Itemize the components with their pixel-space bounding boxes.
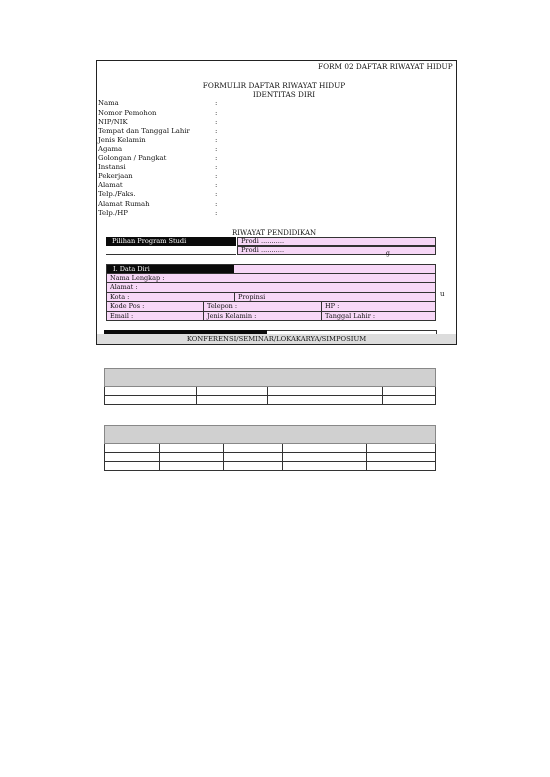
field-value-agama[interactable]: : xyxy=(215,145,218,153)
field-value-nomor-pemohon[interactable]: : xyxy=(215,109,218,117)
kota-field[interactable]: Kota : xyxy=(110,292,130,301)
nama-lengkap-label: Nama Lengkap : xyxy=(110,273,165,282)
data-diri-heading: I. Data Diri xyxy=(107,265,234,273)
field-label-agama: Agama xyxy=(98,145,123,153)
field-label-golongan: Golongan / Pangkat xyxy=(98,154,167,162)
field-label-alamat-rumah: Alamat Rumah xyxy=(98,200,150,208)
data-diri-header-row xyxy=(106,264,436,274)
field-value-telp-faks[interactable]: : xyxy=(215,190,218,198)
column-divider xyxy=(267,387,268,395)
program-blank xyxy=(106,246,236,255)
column-divider xyxy=(382,387,383,395)
table-2-header xyxy=(104,425,436,444)
section-rule xyxy=(267,330,436,331)
table-row[interactable] xyxy=(104,462,436,471)
kota-row xyxy=(106,293,436,303)
table-row[interactable] xyxy=(104,396,436,405)
hp-field[interactable]: HP : xyxy=(321,302,339,311)
prodi-field-1[interactable]: Prodi ........... xyxy=(237,237,436,246)
column-divider xyxy=(282,453,283,461)
column-divider xyxy=(159,462,160,470)
field-value-jenis-kelamin[interactable]: : xyxy=(215,136,218,144)
field-value-golongan[interactable]: : xyxy=(215,154,218,162)
field-value-alamat-rumah[interactable]: : xyxy=(215,200,218,208)
field-label-nama: Nama xyxy=(98,99,119,107)
column-divider xyxy=(159,444,160,452)
table-row[interactable] xyxy=(104,453,436,462)
alamat-label: Alamat : xyxy=(110,283,138,291)
telepon-field[interactable]: Telepon : xyxy=(203,302,237,311)
field-value-pekerjaan[interactable]: : xyxy=(215,172,218,180)
column-divider xyxy=(223,462,224,470)
data-diri-header-fill xyxy=(234,265,435,273)
column-divider xyxy=(223,444,224,452)
field-value-telp-hp[interactable]: : xyxy=(215,209,218,217)
column-divider xyxy=(282,462,283,470)
email-row xyxy=(106,312,436,322)
empty-table-1 xyxy=(104,368,436,405)
program-label: Pilihan Program Studi xyxy=(106,237,236,246)
tanggal-lahir-field[interactable]: Tanggal Lahir : xyxy=(321,312,375,321)
field-label-instansi: Instansi xyxy=(98,163,126,171)
email-field[interactable]: Email : xyxy=(110,311,134,320)
conference-title-bar: KONFERENSI/SEMINAR/LOKAKARYA/SIMPOSIUM xyxy=(97,334,456,344)
education-title: RIWAYAT PENDIDIKAN xyxy=(232,229,317,237)
column-divider xyxy=(282,444,283,452)
column-divider xyxy=(366,453,367,461)
field-label-alamat: Alamat xyxy=(98,181,123,189)
jenis-kelamin-field[interactable]: Jenis Kelamin : xyxy=(203,312,256,321)
field-label-tempat-tanggal-lahir: Tempat dan Tanggal Lahir xyxy=(98,127,190,135)
field-value-alamat[interactable]: : xyxy=(215,181,218,189)
data-diri-table xyxy=(106,264,436,321)
column-divider xyxy=(223,453,224,461)
stray-glyph-g: g xyxy=(386,250,390,257)
column-divider xyxy=(366,444,367,452)
table-row[interactable] xyxy=(104,444,436,453)
table-row[interactable] xyxy=(104,387,436,396)
field-label-jenis-kelamin: Jenis Kelamin xyxy=(98,136,146,144)
column-divider xyxy=(196,396,197,404)
column-divider xyxy=(267,396,268,404)
field-value-tempat-tanggal-lahir[interactable]: : xyxy=(215,127,218,135)
field-value-instansi[interactable]: : xyxy=(215,163,218,171)
field-value-nip-nik[interactable]: : xyxy=(215,118,218,126)
column-divider xyxy=(196,387,197,395)
field-value-nama[interactable]: : xyxy=(215,99,218,107)
form-subtitle: IDENTITAS DIRI xyxy=(252,90,316,99)
field-label-nip-nik: NIP/NIK xyxy=(98,118,128,126)
nama-lengkap-row[interactable] xyxy=(106,274,436,284)
field-label-telp-faks: Telp./Faks. xyxy=(98,190,136,198)
column-divider xyxy=(159,453,160,461)
empty-table-2 xyxy=(104,425,436,471)
field-label-pekerjaan: Pekerjaan xyxy=(98,172,133,180)
alamat-row[interactable] xyxy=(106,283,436,293)
table-1-header xyxy=(104,368,436,387)
kode-pos-row xyxy=(106,302,436,312)
form-code: FORM 02 DAFTAR RIWAYAT HIDUP xyxy=(318,62,453,71)
program-row-1 xyxy=(106,237,436,246)
prodi-field-2[interactable]: Prodi ........... xyxy=(237,246,436,255)
propinsi-field[interactable]: Propinsi xyxy=(234,293,265,302)
form-title: FORMULIR DAFTAR RIWAYAT HIDUP xyxy=(202,81,346,90)
column-divider xyxy=(382,396,383,404)
column-divider xyxy=(366,462,367,470)
field-label-nomor-pemohon: Nomor Pemohon xyxy=(98,109,157,117)
field-label-telp-hp: Telp./HP xyxy=(98,209,128,217)
stray-glyph-u: u xyxy=(440,290,445,298)
kode-pos-field[interactable]: Kode Pos : xyxy=(110,302,145,310)
